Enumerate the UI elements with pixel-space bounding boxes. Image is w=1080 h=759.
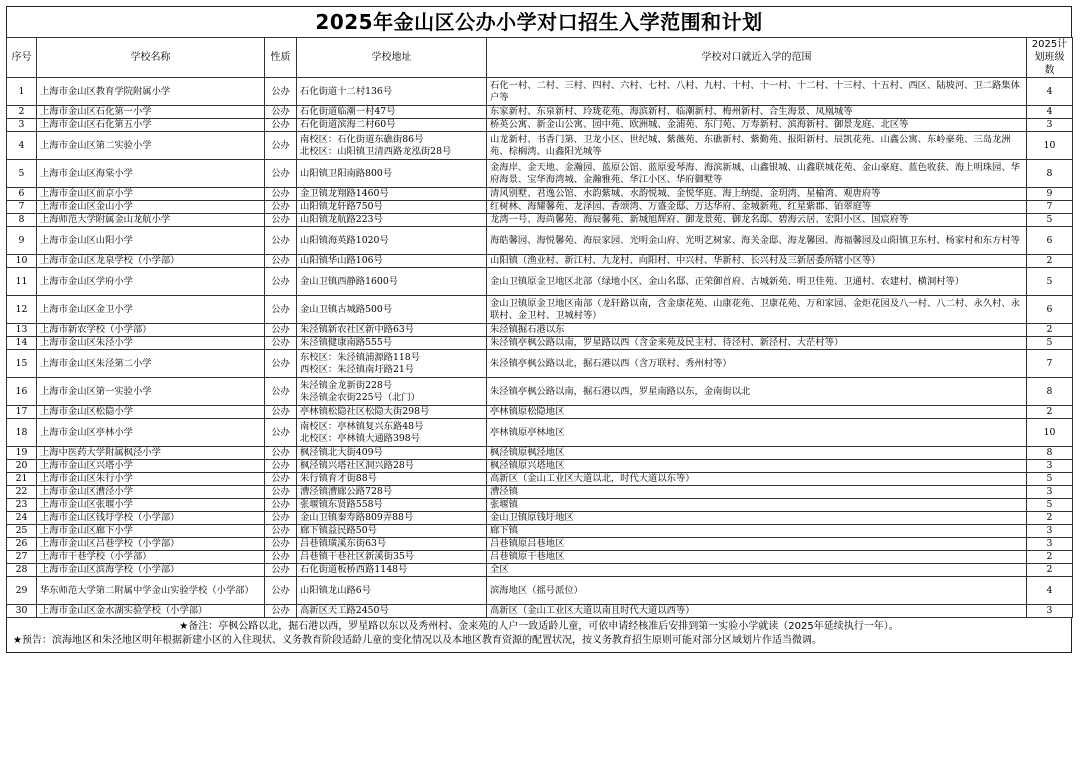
cell-range: 石化一村、二村、三村、四村、六村、七村、八村、九村、十村、十一村、十二村、十三村、十五村、西区、陆坡河、卫二路集体户等 xyxy=(487,78,1027,106)
cell-plan: 8 xyxy=(1027,447,1073,460)
cell-school: 上海市金山区石化第一小学 xyxy=(37,106,265,119)
cell-school: 上海市金山区廊下小学 xyxy=(37,525,265,538)
cell-school: 上海市金山区山阳小学 xyxy=(37,227,265,255)
cell-range: 亭林镇原松隐地区 xyxy=(487,406,1027,419)
cell-school: 上海市金山区亭林小学 xyxy=(37,419,265,447)
cell-no: 14 xyxy=(7,337,37,350)
cell-address: 吕巷镇干巷社区新溪街35号 xyxy=(297,551,487,564)
cell-school: 上海市金山区吕巷学校（小学部） xyxy=(37,538,265,551)
cell-no: 18 xyxy=(7,419,37,447)
cell-address: 东校区：朱泾镇浦源路118号 西校区：朱泾镇南圩路21号 xyxy=(297,350,487,378)
cell-type: 公办 xyxy=(265,378,297,406)
cell-type: 公办 xyxy=(265,337,297,350)
cell-range: 清风别墅、君逸公馆、水韵紫城、水韵悦城、金悦华庭、海上纳缇、金玥湾、星榆湾、观唐府等 xyxy=(487,188,1027,201)
cell-type: 公办 xyxy=(265,512,297,525)
cell-type: 公办 xyxy=(265,296,297,324)
table-row xyxy=(7,512,1073,525)
cell-type: 公办 xyxy=(265,201,297,214)
header-school: 学校名称 xyxy=(37,38,265,78)
cell-range: 枫泾镇原兴塔地区 xyxy=(487,460,1027,473)
cell-range: 山龙新村、书香门第、卫龙小区、世纪城、紫薇苑、东礁新村、紫勤苑、报阳新村、辰凯花苑、山鑫公寓、东岭豪苑、三岛龙洲苑、棕榈湾、山鑫阳光城等 xyxy=(487,132,1027,160)
cell-address: 漕泾镇漕廊公路728号 xyxy=(297,486,487,499)
cell-range: 东家新村、东泉新村、玲珑花苑、海滨新村、临潮新村、梅州新村、合生海景、凤凰城等 xyxy=(487,106,1027,119)
cell-type: 公办 xyxy=(265,214,297,227)
table-row xyxy=(7,538,1073,551)
cell-type: 公办 xyxy=(265,268,297,296)
table-row xyxy=(7,350,1073,378)
cell-no: 27 xyxy=(7,551,37,564)
table-header-row xyxy=(7,38,1073,78)
cell-no: 20 xyxy=(7,460,37,473)
cell-school: 上海市金山区朱行小学 xyxy=(37,473,265,486)
cell-type: 公办 xyxy=(265,447,297,460)
cell-range: 高新区（金山工业区大道以南且时代大道以西等） xyxy=(487,605,1027,618)
cell-type: 公办 xyxy=(265,132,297,160)
table-row xyxy=(7,337,1073,350)
cell-no: 5 xyxy=(7,160,37,188)
cell-range: 朱泾镇掘石港以东 xyxy=(487,324,1027,337)
cell-school: 上海市金山区龙泉学校（小学部） xyxy=(37,255,265,268)
cell-plan: 5 xyxy=(1027,337,1073,350)
table-row xyxy=(7,577,1073,605)
cell-plan: 4 xyxy=(1027,106,1073,119)
cell-range: 张堰镇 xyxy=(487,499,1027,512)
header-plan: 2025计划班级数 xyxy=(1027,38,1073,78)
cell-address: 高新区天工路2450号 xyxy=(297,605,487,618)
cell-no: 15 xyxy=(7,350,37,378)
cell-school: 上海市金山区张堰小学 xyxy=(37,499,265,512)
table-row xyxy=(7,473,1073,486)
cell-plan: 9 xyxy=(1027,188,1073,201)
cell-range: 亭林镇原亭林地区 xyxy=(487,419,1027,447)
cell-plan: 4 xyxy=(1027,577,1073,605)
cell-school: 上海市金山区钱圩学校（小学部） xyxy=(37,512,265,525)
table-row xyxy=(7,605,1073,618)
cell-plan: 3 xyxy=(1027,486,1073,499)
cell-range: 朱泾镇亭枫公路以南，掘石港以西，罗星南路以东，金南街以北 xyxy=(487,378,1027,406)
enrollment-table xyxy=(6,37,1073,618)
cell-school: 华东师范大学第二附属中学金山实验学校（小学部） xyxy=(37,577,265,605)
cell-no: 2 xyxy=(7,106,37,119)
cell-range: 吕巷镇原吕巷地区 xyxy=(487,538,1027,551)
cell-no: 1 xyxy=(7,78,37,106)
cell-range: 枫泾镇原枫泾地区 xyxy=(487,447,1027,460)
cell-range: 龙湾一号、海尚馨苑、海辰馨苑、新城旭辉府、御龙景苑、御龙名邸、碧海云居、宏阳小区、国宸府等 xyxy=(487,214,1027,227)
cell-type: 公办 xyxy=(265,227,297,255)
cell-plan: 3 xyxy=(1027,460,1073,473)
cell-type: 公办 xyxy=(265,499,297,512)
cell-school: 上海市金山区朱泾第二小学 xyxy=(37,350,265,378)
table-row xyxy=(7,132,1073,160)
cell-school: 上海市金山区石化第五小学 xyxy=(37,119,265,132)
cell-type: 公办 xyxy=(265,324,297,337)
cell-range: 高新区（金山工业区大道以北，时代大道以东等） xyxy=(487,473,1027,486)
table-row xyxy=(7,551,1073,564)
cell-school: 上海市金山区松隐小学 xyxy=(37,406,265,419)
cell-no: 22 xyxy=(7,486,37,499)
header-type: 性质 xyxy=(265,38,297,78)
cell-address: 山阳镇龙航路223号 xyxy=(297,214,487,227)
cell-address: 南校区：亭林镇复兴东路48号 北校区：亭林镇大通路398号 xyxy=(297,419,487,447)
cell-type: 公办 xyxy=(265,473,297,486)
cell-school: 上海市新农学校（小学部） xyxy=(37,324,265,337)
cell-school: 上海市金山区学府小学 xyxy=(37,268,265,296)
cell-plan: 3 xyxy=(1027,525,1073,538)
cell-no: 29 xyxy=(7,577,37,605)
document-title: 2025年金山区公办小学对口招生入学范围和计划 xyxy=(6,6,1072,37)
cell-type: 公办 xyxy=(265,486,297,499)
cell-type: 公办 xyxy=(265,78,297,106)
cell-school: 上海市金山区漕泾小学 xyxy=(37,486,265,499)
cell-no: 12 xyxy=(7,296,37,324)
cell-school: 上海市金山区朱泾小学 xyxy=(37,337,265,350)
cell-plan: 7 xyxy=(1027,350,1073,378)
cell-address: 吕巷镇璜溪东街63号 xyxy=(297,538,487,551)
table-row xyxy=(7,296,1073,324)
cell-school: 上海市金山区兴塔小学 xyxy=(37,460,265,473)
cell-school: 上海市金山区海棠小学 xyxy=(37,160,265,188)
cell-address: 金山卫镇秦寿路809弄88号 xyxy=(297,512,487,525)
cell-plan: 6 xyxy=(1027,227,1073,255)
cell-no: 17 xyxy=(7,406,37,419)
cell-address: 山阳镇卫阳南路800号 xyxy=(297,160,487,188)
cell-type: 公办 xyxy=(265,106,297,119)
cell-range: 漕泾镇 xyxy=(487,486,1027,499)
cell-no: 25 xyxy=(7,525,37,538)
cell-no: 9 xyxy=(7,227,37,255)
cell-plan: 3 xyxy=(1027,119,1073,132)
table-row xyxy=(7,188,1073,201)
table-body xyxy=(7,78,1073,618)
cell-no: 24 xyxy=(7,512,37,525)
cell-address: 石化街道十二村136号 xyxy=(297,78,487,106)
table-row xyxy=(7,119,1073,132)
cell-type: 公办 xyxy=(265,160,297,188)
cell-address: 廊下镇益民路50号 xyxy=(297,525,487,538)
cell-no: 13 xyxy=(7,324,37,337)
cell-type: 公办 xyxy=(265,460,297,473)
cell-address: 朱行镇育才街88号 xyxy=(297,473,487,486)
cell-school: 上海市金山区前京小学 xyxy=(37,188,265,201)
cell-no: 11 xyxy=(7,268,37,296)
cell-plan: 7 xyxy=(1027,201,1073,214)
cell-plan: 8 xyxy=(1027,160,1073,188)
table-row xyxy=(7,214,1073,227)
cell-address: 金卫镇龙翔路1460号 xyxy=(297,188,487,201)
cell-plan: 2 xyxy=(1027,324,1073,337)
cell-no: 30 xyxy=(7,605,37,618)
cell-school: 上海市金山区第一实验小学 xyxy=(37,378,265,406)
cell-type: 公办 xyxy=(265,119,297,132)
cell-plan: 3 xyxy=(1027,605,1073,618)
cell-range: 金山卫镇原金卫地区南部（龙轩路以南，含金康花苑、山康花苑、卫康花苑、万和家园、金炬花园及八一村、八二村、永久村、永联村、金卫村、卫城村等） xyxy=(487,296,1027,324)
table-row xyxy=(7,460,1073,473)
cell-plan: 5 xyxy=(1027,499,1073,512)
cell-range: 全区 xyxy=(487,564,1027,577)
cell-school: 上海市干巷学校（小学部） xyxy=(37,551,265,564)
cell-range: 金山卫镇原钱圩地区 xyxy=(487,512,1027,525)
cell-no: 6 xyxy=(7,188,37,201)
table-row xyxy=(7,447,1073,460)
cell-address: 金山卫镇西静路1600号 xyxy=(297,268,487,296)
cell-address: 亭林镇松隐社区松隐大街298号 xyxy=(297,406,487,419)
cell-range: 朱泾镇亭枫公路以南，罗星路以西（含金来苑及民主村、待泾村、新泾村、大茫村等） xyxy=(487,337,1027,350)
cell-address: 南校区：石化街道东礁街86号 北校区：山阳镇卫清西路龙泓街28号 xyxy=(297,132,487,160)
cell-range: 山阳镇（渔业村、新江村、九龙村、向阳村、中兴村、华新村、长兴村及三新居委所辖小区等） xyxy=(487,255,1027,268)
header-range: 学校对口就近入学的范围 xyxy=(487,38,1027,78)
cell-address: 石化街道板桥西路1148号 xyxy=(297,564,487,577)
cell-address: 山阳镇龙山路6号 xyxy=(297,577,487,605)
cell-range: 吕巷镇原干巷地区 xyxy=(487,551,1027,564)
notes-block xyxy=(6,618,1072,653)
table-row xyxy=(7,378,1073,406)
cell-address: 金山卫镇古城路500号 xyxy=(297,296,487,324)
cell-type: 公办 xyxy=(265,564,297,577)
cell-school: 上海市金山区金水湖实验学校（小学部） xyxy=(37,605,265,618)
document-page xyxy=(6,6,1072,653)
cell-address: 山阳镇龙轩路750号 xyxy=(297,201,487,214)
cell-school: 上海市金山区金山小学 xyxy=(37,201,265,214)
table-row xyxy=(7,268,1073,296)
cell-type: 公办 xyxy=(265,525,297,538)
cell-school: 上海市金山区第二实验小学 xyxy=(37,132,265,160)
cell-no: 19 xyxy=(7,447,37,460)
cell-plan: 2 xyxy=(1027,406,1073,419)
cell-school: 上海市金山区金卫小学 xyxy=(37,296,265,324)
cell-address: 山阳镇华山路106号 xyxy=(297,255,487,268)
cell-address: 枫泾镇北大街409号 xyxy=(297,447,487,460)
table-row xyxy=(7,160,1073,188)
table-row xyxy=(7,78,1073,106)
header-address: 学校地址 xyxy=(297,38,487,78)
cell-address: 枫泾镇兴塔社区洞兴路28号 xyxy=(297,460,487,473)
cell-range: 金海岸、金天地、金瀚园、蓝原公馆、蓝原爱琴海、海滨新城、山鑫银城、山鑫联城花苑、金山豪庭、蓝色收获、海上明珠园、华府海景、宝华海湾城、金瀚雅苑、华江小区、华府御墅等 xyxy=(487,160,1027,188)
table-row xyxy=(7,486,1073,499)
cell-plan: 6 xyxy=(1027,296,1073,324)
cell-range: 海皓馨园、海悦馨苑、海辰家园、光明金山府、光明艺树家、海关金邸、海龙馨园、海福馨园及山阳镇卫东村、杨家村和东方村等 xyxy=(487,227,1027,255)
cell-address: 朱泾镇健康南路555号 xyxy=(297,337,487,350)
cell-plan: 10 xyxy=(1027,132,1073,160)
cell-plan: 5 xyxy=(1027,214,1073,227)
cell-plan: 2 xyxy=(1027,564,1073,577)
note-remark: ★备注：亭枫公路以北，掘石港以西，罗星路以东以及秀州村、金来苑的人户一致适龄儿童，可依申请经核准后安排到第一实验小学就读（2025年延续执行一年）。 xyxy=(179,621,899,632)
table-row xyxy=(7,564,1073,577)
cell-address: 石化街道临潮一村47号 xyxy=(297,106,487,119)
cell-range: 滨海地区（摇号派位） xyxy=(487,577,1027,605)
cell-type: 公办 xyxy=(265,188,297,201)
cell-type: 公办 xyxy=(265,419,297,447)
cell-no: 8 xyxy=(7,214,37,227)
cell-no: 3 xyxy=(7,119,37,132)
table-row xyxy=(7,324,1073,337)
table-row xyxy=(7,106,1073,119)
cell-no: 26 xyxy=(7,538,37,551)
cell-plan: 5 xyxy=(1027,473,1073,486)
cell-plan: 3 xyxy=(1027,538,1073,551)
cell-range: 金山卫镇原金卫地区北部（绿地小区、金山名邸、正荣御首府、古城新苑、明卫佳苑、卫通村、农建村、横洞村等） xyxy=(487,268,1027,296)
cell-school: 上海师范大学附属金山龙航小学 xyxy=(37,214,265,227)
cell-school: 上海中医药大学附属枫泾小学 xyxy=(37,447,265,460)
cell-plan: 2 xyxy=(1027,551,1073,564)
cell-address: 张堰镇东贤路558号 xyxy=(297,499,487,512)
cell-address: 山阳镇海英路1020号 xyxy=(297,227,487,255)
cell-plan: 8 xyxy=(1027,378,1073,406)
cell-type: 公办 xyxy=(265,605,297,618)
cell-range: 廊下镇 xyxy=(487,525,1027,538)
cell-school: 上海市金山区滨海学校（小学部） xyxy=(37,564,265,577)
cell-plan: 5 xyxy=(1027,268,1073,296)
cell-plan: 10 xyxy=(1027,419,1073,447)
table-row xyxy=(7,406,1073,419)
cell-address: 朱泾镇新农社区新中路63号 xyxy=(297,324,487,337)
cell-no: 4 xyxy=(7,132,37,160)
cell-type: 公办 xyxy=(265,551,297,564)
cell-no: 28 xyxy=(7,564,37,577)
cell-no: 7 xyxy=(7,201,37,214)
cell-range: 桥英公寓、新金山公寓、园中苑、欧洲城、金浦苑、东门苑、万寿新村、滨海新村、御景龙庭、北区等 xyxy=(487,119,1027,132)
cell-type: 公办 xyxy=(265,538,297,551)
cell-type: 公办 xyxy=(265,350,297,378)
cell-type: 公办 xyxy=(265,577,297,605)
header-no: 序号 xyxy=(7,38,37,78)
cell-school: 上海市金山区教育学院附属小学 xyxy=(37,78,265,106)
cell-range: 朱泾镇亭枫公路以北，掘石港以西（含万联村、秀州村等） xyxy=(487,350,1027,378)
cell-plan: 2 xyxy=(1027,512,1073,525)
note-preview: ★预告：滨海地区和朱泾地区明年根据新建小区的入住现状、义务教育阶段适龄儿童的变化情况以及本地区教育资源的配置状况，按义务教育招生原则可能对部分区域划片作适当微调。 xyxy=(13,635,822,646)
cell-range: 红树林、海耀馨苑、龙泽园、香颂湾、万盛金邸、万达华府、金城新苑、红星紫郡、铂翠庭等 xyxy=(487,201,1027,214)
cell-plan: 2 xyxy=(1027,255,1073,268)
cell-plan: 4 xyxy=(1027,78,1073,106)
table-row xyxy=(7,499,1073,512)
table-row xyxy=(7,201,1073,214)
table-row xyxy=(7,255,1073,268)
cell-address: 朱泾镇金龙新街228号 朱泾镇金农街225号（北门） xyxy=(297,378,487,406)
cell-type: 公办 xyxy=(265,406,297,419)
cell-address: 石化街道滨海二村60号 xyxy=(297,119,487,132)
cell-no: 23 xyxy=(7,499,37,512)
table-row xyxy=(7,525,1073,538)
cell-type: 公办 xyxy=(265,255,297,268)
table-row xyxy=(7,227,1073,255)
cell-no: 16 xyxy=(7,378,37,406)
cell-no: 10 xyxy=(7,255,37,268)
table-row xyxy=(7,419,1073,447)
cell-no: 21 xyxy=(7,473,37,486)
